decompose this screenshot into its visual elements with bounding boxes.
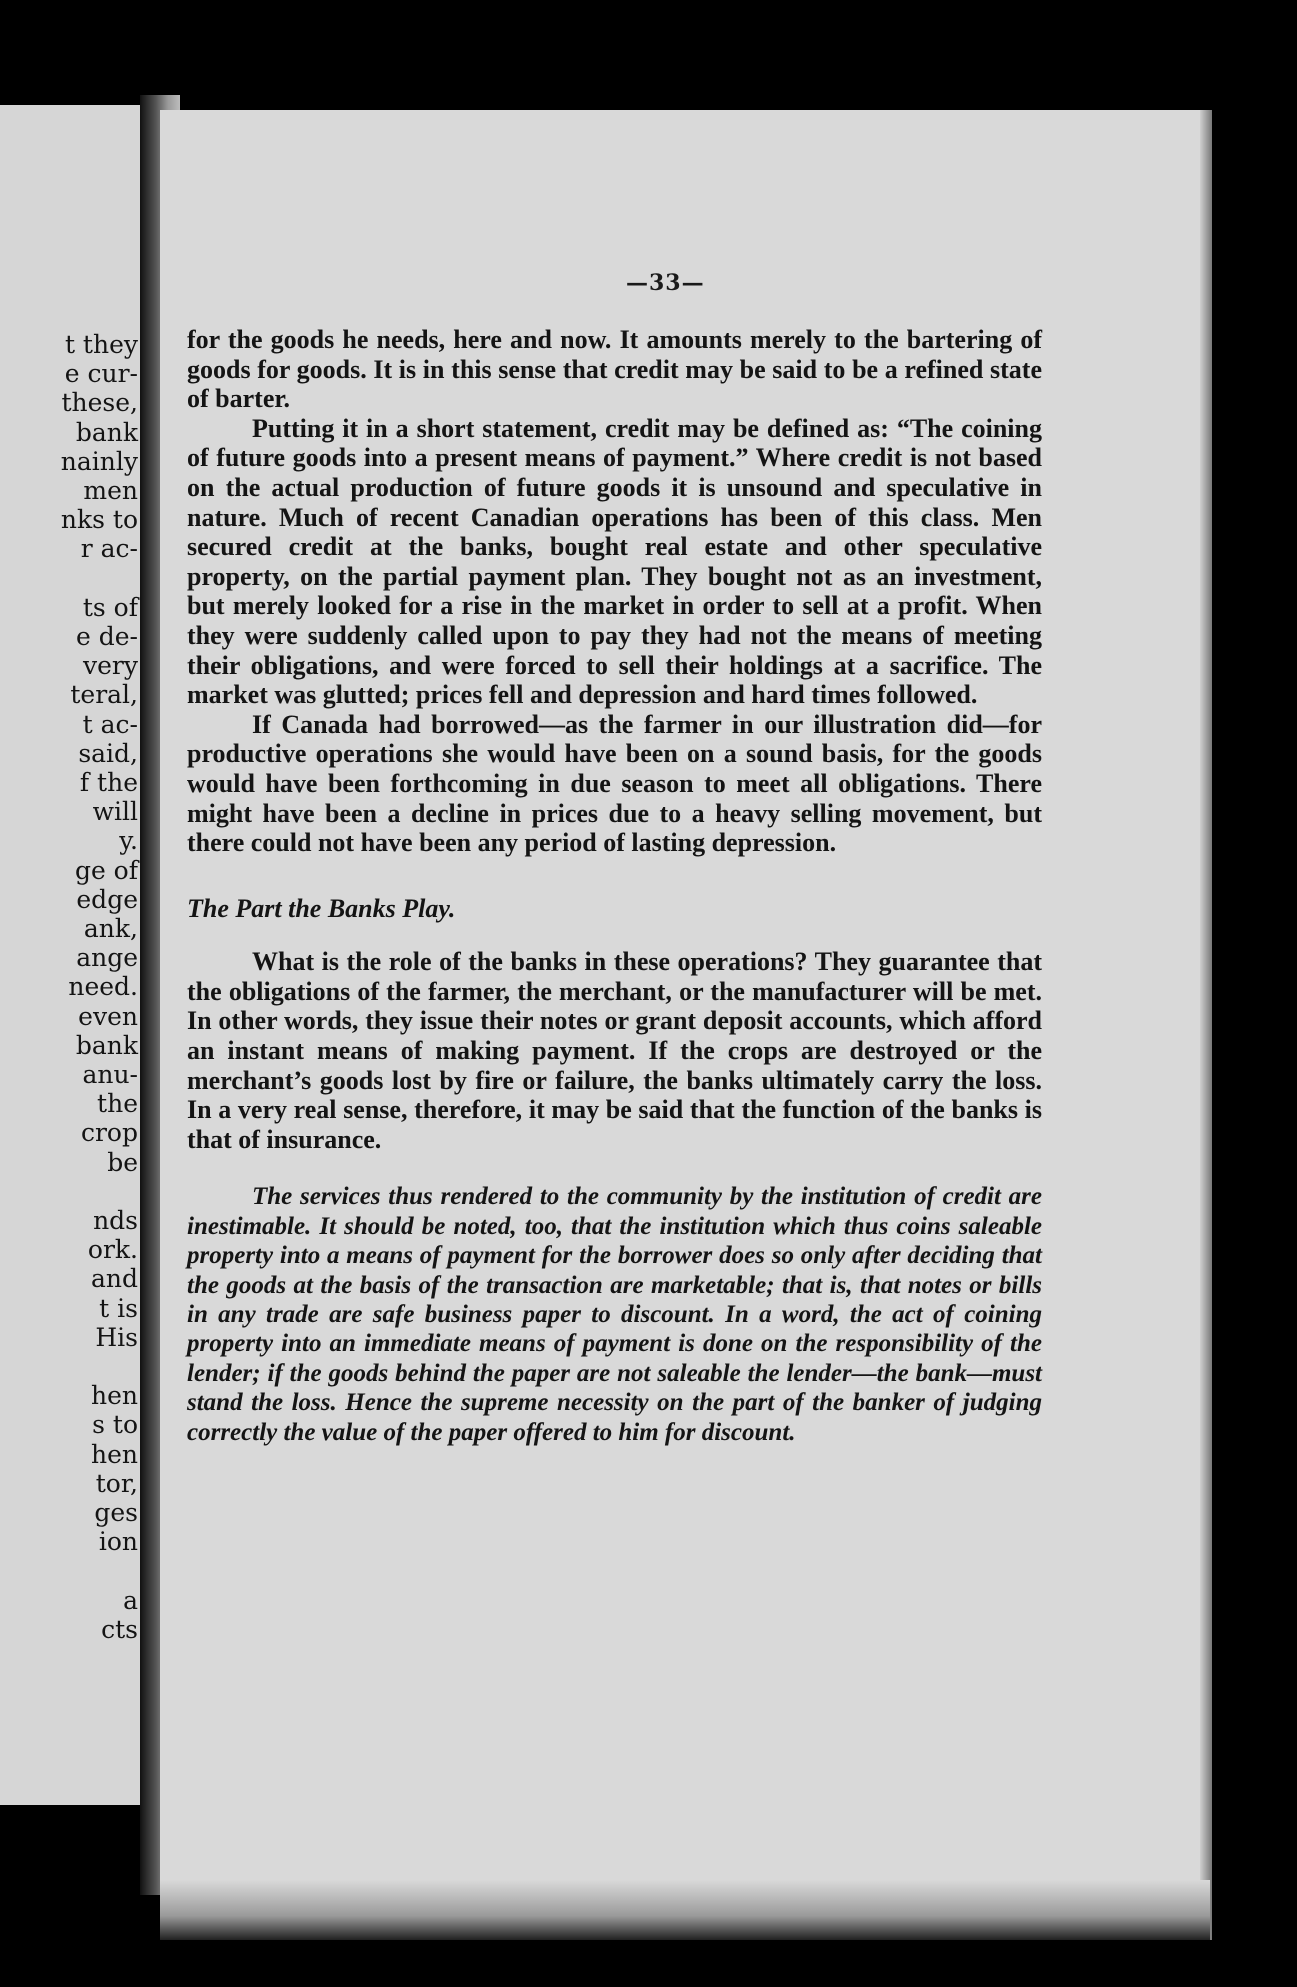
- left-page-text-fragment: ank,: [83, 914, 138, 943]
- left-page-text-fragment: a: [123, 1585, 138, 1615]
- left-page-text-fragment: ge of: [74, 855, 138, 885]
- left-page-text-fragment: nds: [93, 1206, 138, 1235]
- left-page-text-fragment: need.: [68, 972, 138, 1002]
- left-page-text-fragment: f the: [79, 768, 138, 797]
- left-page-text-fragment: cts: [101, 1614, 138, 1644]
- block-quote: The services thus rendered to the community by the institution of credit are inestimable. It should be noted, too, that the institution which thus coins saleable property into a means of payment for the borrower does so only after deciding that the goods at the basis of the transaction are marketable; that is, that notes or bills in any trade are safe business paper to discount. In a word, the act of coining property into an immediate means of payment is done on the responsibility of the lender; if the goods behind the paper are not saleable the lender—the bank—must stand the loss. Hence the supreme necessity on the part of the banker of judging correctly the value of the paper offered to him for discount.: [187, 1183, 1042, 1446]
- left-page-text-fragment: these,: [61, 388, 138, 418]
- left-page-text-fragment: r ac-: [80, 534, 138, 564]
- left-page-text-fragment: be: [107, 1147, 138, 1177]
- left-page-text-fragment: y.: [119, 826, 138, 856]
- page-number: —33—: [626, 270, 705, 296]
- left-page-text-fragment: His: [95, 1322, 138, 1352]
- left-page-text-fragment: hen: [91, 1381, 138, 1411]
- left-page-text-fragment: teral,: [70, 680, 138, 710]
- left-page-text-fragment: anu-: [82, 1060, 138, 1089]
- left-page-text-fragment: the: [97, 1089, 138, 1119]
- left-page-text-fragment: e de-: [76, 622, 138, 651]
- left-page-text-fragment: will: [92, 797, 138, 827]
- page-bottom-shadow: [160, 1880, 1210, 1940]
- left-page-text-fragment: and: [90, 1264, 138, 1294]
- left-page-text-fragment: ts of: [82, 592, 138, 622]
- paragraph: What is the role of the banks in these operations? They guarantee that the obligations of the farmer, the merchant, or the manufacturer will be met. In other words, they issue their notes or grant deposit accounts, which afford an instant means of making payment. If the crops are destroyed or the merchant’s goods lost by fire or failure, the banks ultimately carry the loss. In a very real sense, therefore, it may be said that the function of the banks is that of insurance.: [187, 947, 1042, 1154]
- left-page-text-fragment: said,: [78, 738, 138, 768]
- paragraph: If Canada had borrowed—as the farmer in our illustration did—for productive operations she would have been on a sound basis, for the goods would have been forthcoming in due season to meet all obligations. There might have been a decline in prices due to a heavy selling movement, but there could not have been any period of lasting depression.: [187, 709, 1042, 858]
- paragraph: for the goods he needs, here and now. It amounts merely to the bartering of goods for goods. It is in this sense that credit may be said to be a refined state of barter.: [187, 325, 1042, 414]
- left-page-text-fragment: nks to: [60, 505, 138, 535]
- left-page-text-fragment: t ac-: [82, 709, 138, 739]
- left-page-text-fragment: even: [78, 1001, 138, 1031]
- left-page-text-fragment: s to: [92, 1410, 138, 1440]
- left-page-fragment: [0, 105, 150, 1805]
- page-edge: [1200, 110, 1212, 1940]
- section-heading: The Part the Banks Play.: [187, 893, 456, 923]
- left-page-text-fragment: t they: [64, 330, 138, 359]
- left-page-text-fragment: hen: [91, 1439, 138, 1469]
- left-page-text-fragment: bank: [75, 1030, 138, 1060]
- left-page-text-fragment: men: [83, 476, 138, 505]
- left-page-text-fragment: ange: [76, 943, 138, 973]
- body-text: [187, 325, 1042, 1447]
- left-page-text-fragment: very: [83, 651, 138, 681]
- left-page-text-fragment: edge: [76, 884, 138, 914]
- left-page-text-fragment: nainly: [60, 446, 138, 476]
- paragraph: Putting it in a short statement, credit may be defined as: “The coining of future goods into a present means of payment.” Where credit is not based on the actual production of future goods it is unsound and speculative in nature. Much of recent Canadian operations has been of this class. Men secured credit at the banks, bought real estate and other speculative property, on the partial payment plan. They bought not as an investment, but merely looked for a rise in the market in order to sell at a profit. When they were suddenly called upon to pay they had not the means of meeting their obligations, and were forced to sell their holdings at a sacrifice. The market was glutted; prices fell and depression and hard times followed.: [187, 413, 1042, 710]
- left-page-text-fragment: tor,: [95, 1468, 138, 1498]
- left-page-text-fragment: ion: [98, 1527, 138, 1557]
- left-page-text-fragment: e cur-: [64, 359, 138, 389]
- left-page-text-fragment: t is: [99, 1293, 138, 1323]
- left-page-text-fragment: bank: [75, 417, 138, 447]
- left-page-text-fragment: crop: [80, 1118, 138, 1148]
- left-page-text-fragment: ork.: [87, 1235, 138, 1265]
- left-page-text-fragment: ges: [94, 1498, 138, 1527]
